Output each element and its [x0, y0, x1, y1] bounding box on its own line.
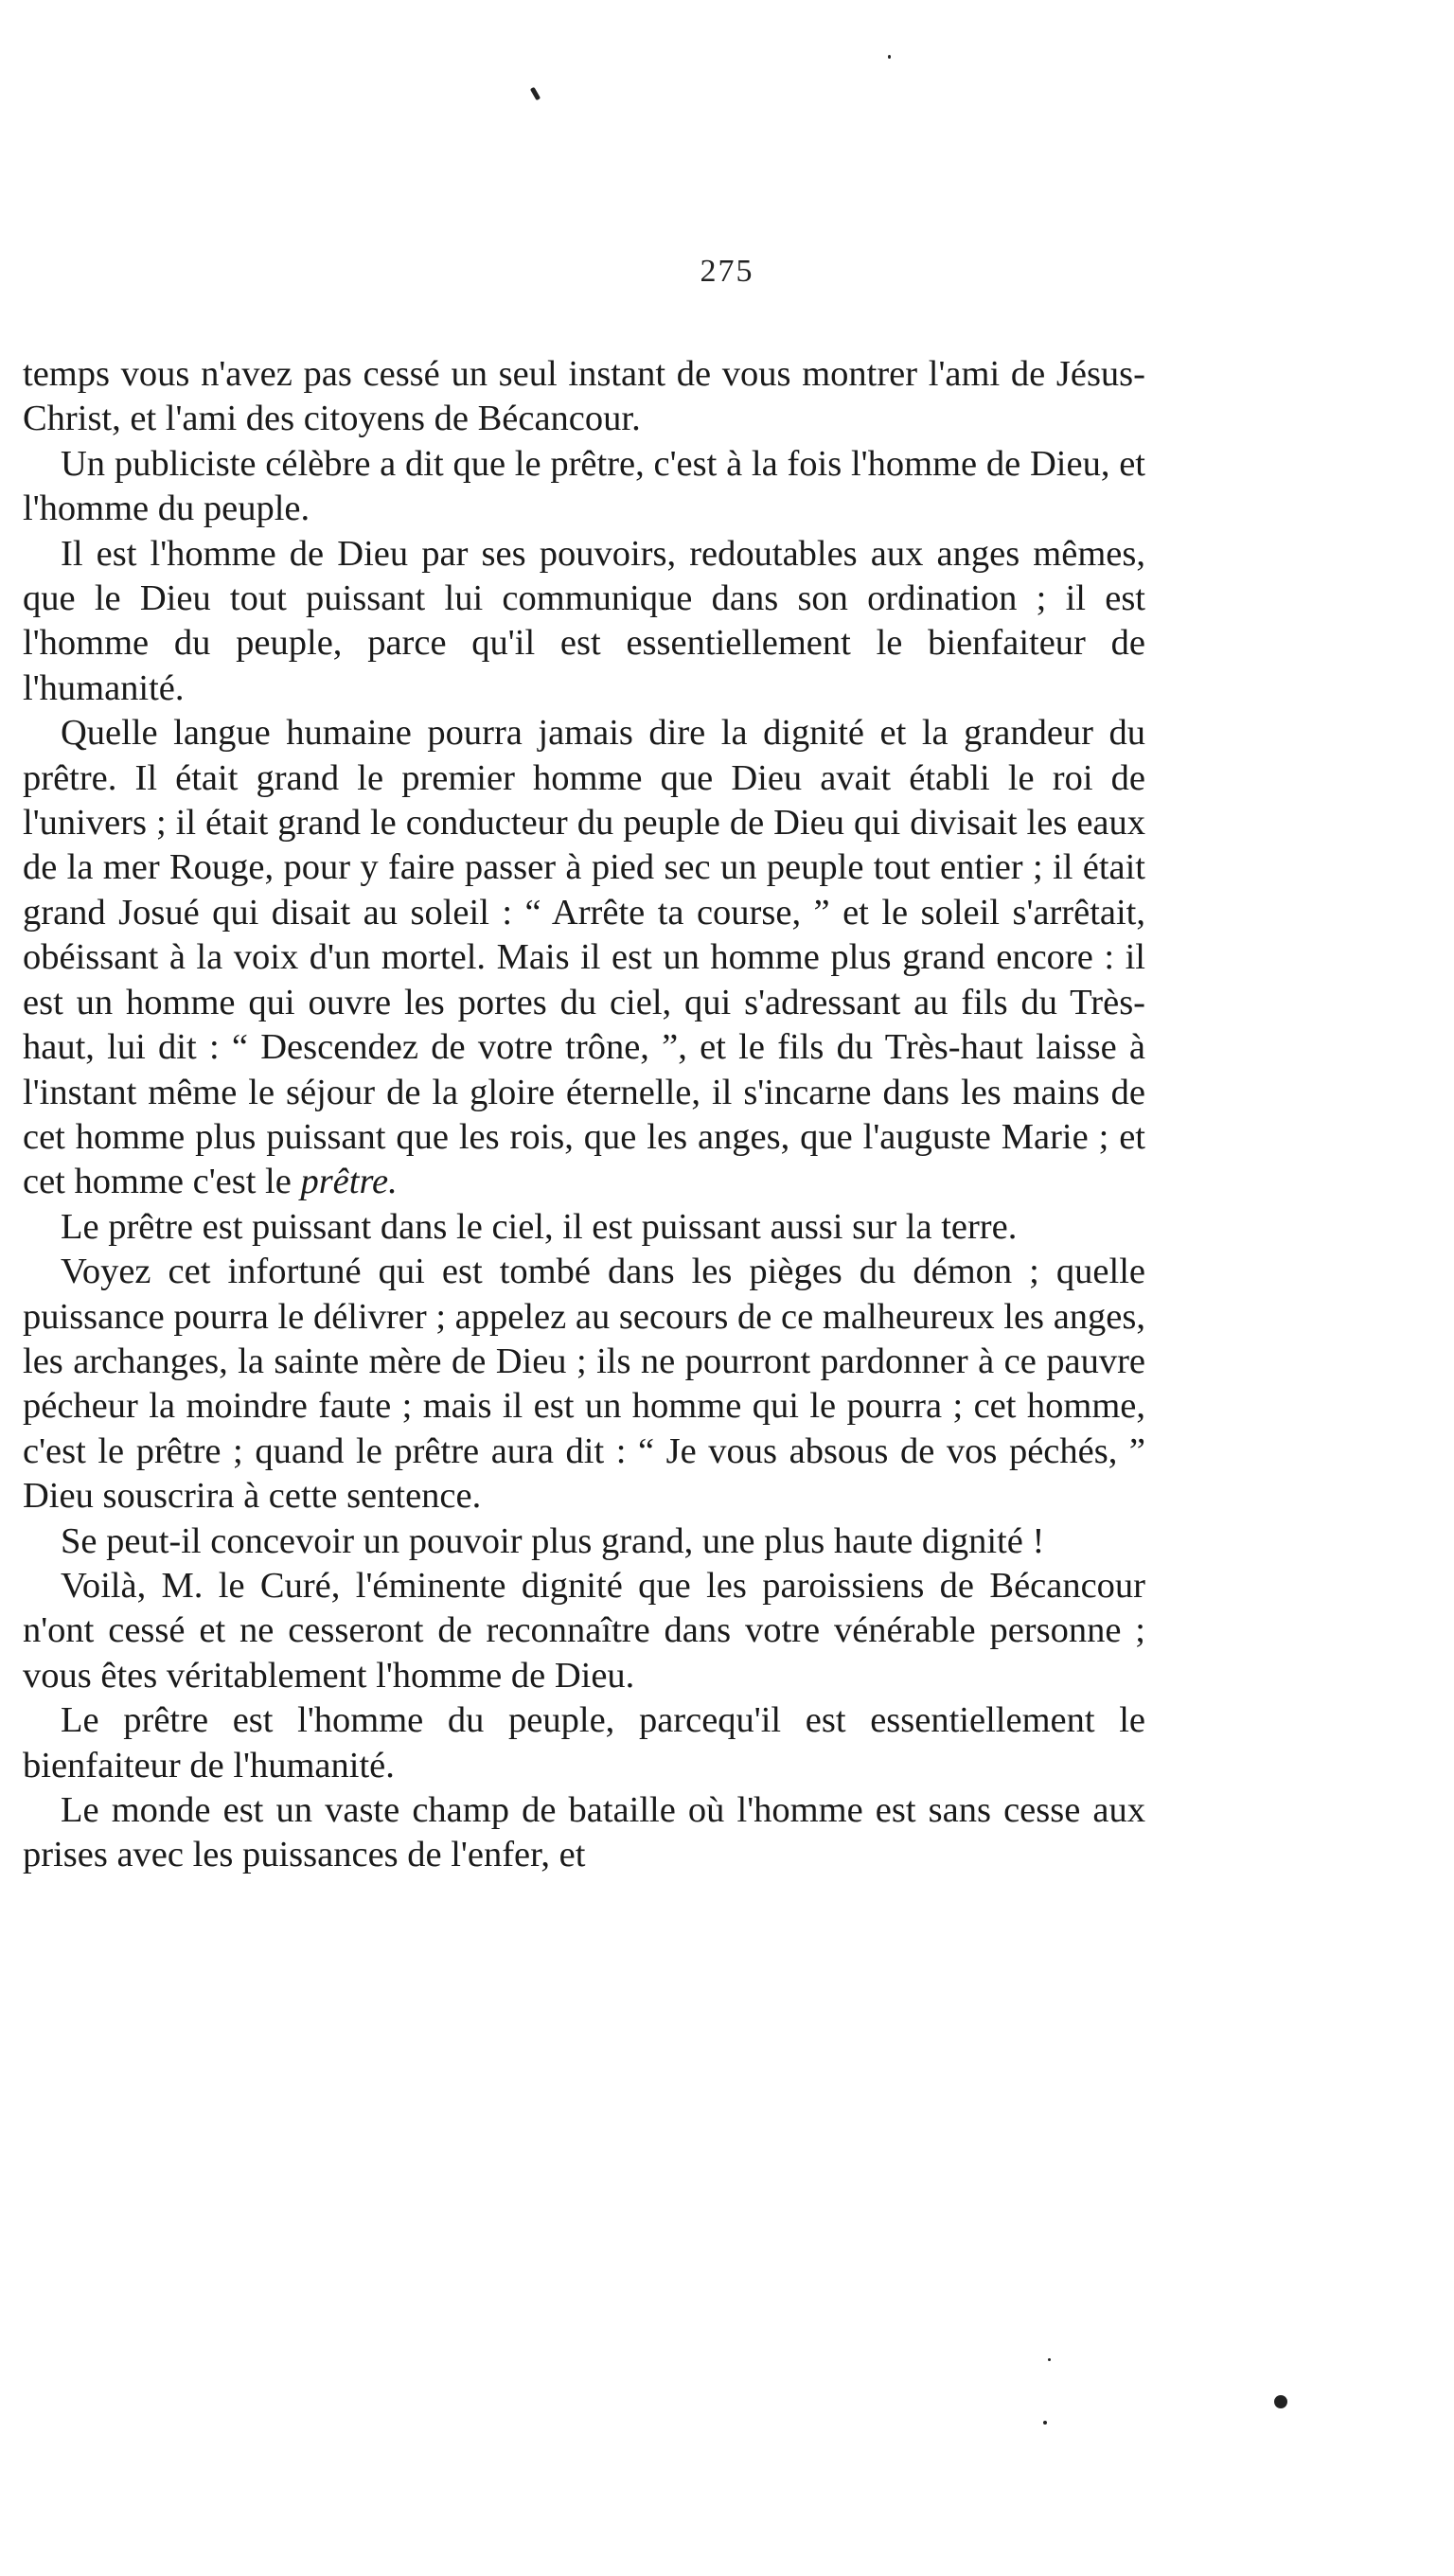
paragraph-grandeur-text: Quelle langue humaine pourra jamais dire la dignité et la grandeur du prêtre. Il était grand le premier homme que Dieu avait établi le roi de l'univers ; il était grand le conducteur du peuple de Dieu qui divisait les eaux de la mer Rouge, pour y faire passer à pied sec un peuple tout entier ; il était grand Josué qui disait au soleil : “ Arrête ta course, ” et le soleil s'arrêtait, obéissant à la voix d'un mortel. Mais il est un homme plus grand encore : il est un homme qui ouvre les portes du ciel, qui s'adressant au fils du Très-haut, lui dit : “ Descendez de votre trône, ”, et le fils du Très-haut laisse à l'instant même le séjour de la gloire éternelle, il s'incarne dans les mains de cet homme plus puissant que les rois, que les anges, que l'auguste Marie ; et cet homme c'est le: [23, 713, 1145, 1202]
paragraph-homme-du-peuple: Le prêtre est l'homme du peuple, parcequ'il est essentiellement le bienfaiteur de l'humanité.: [23, 1700, 1145, 1785]
emphasis-pretre: prêtre.: [300, 1162, 398, 1202]
ink-speck: [530, 87, 541, 101]
paragraph-continuation: temps vous n'avez pas cessé un seul instant de vous montrer l'ami de Jésus-Christ, et l'ami des citoyens de Bécancour.: [23, 354, 1145, 439]
paragraph-grandeur-du-pretre: [23, 711, 1145, 1204]
paragraph-publiciste: Un publiciste célèbre a dit que le prêtre, c'est à la fois l'homme de Dieu, et l'homme du peuple.: [23, 443, 1145, 529]
paragraph-infortune: Voyez cet infortuné qui est tombé dans les pièges du démon ; quelle puissance pourra le délivrer ; appelez au secours de ce malheureux les anges, les archanges, la sainte mère de Dieu ; ils ne pourront pardonner à ce pauvre pécheur la moindre faute ; mais il est un homme qui le pourra ; cet homme, c'est le prêtre ; quand le prêtre aura dit : “ Je vous absous de vos péchés, ” Dieu souscrira à cette sentence.: [23, 1252, 1145, 1517]
paragraph-homme-de-dieu: Il est l'homme de Dieu par ses pouvoirs, redoutables aux anges mêmes, que le Dieu tout puissant lui communique dans son ordination ; il est l'homme du peuple, parce qu'il est essentiellement le bienfaiteur de l'humanité.: [23, 533, 1145, 708]
paragraph-dignite: Se peut-il concevoir un pouvoir plus grand, une plus haute dignité !: [61, 1520, 1045, 1561]
paragraph-champ-de-bataille: Le monde est un vaste champ de bataille où l'homme est sans cesse aux prises avec les puissances de l'enfer, et: [23, 1790, 1145, 1875]
ink-speck: [888, 55, 891, 59]
page-number: 275: [700, 254, 754, 289]
ink-speck: [1048, 2358, 1051, 2361]
ink-speck: [1274, 2395, 1287, 2408]
ink-speck: [1043, 2421, 1047, 2425]
paragraph-puissant: Le prêtre est puissant dans le ciel, il est puissant aussi sur la terre.: [61, 1206, 1018, 1247]
body-text: [23, 352, 1145, 1878]
paragraph-voila: Voilà, M. le Curé, l'éminente dignité que les paroissiens de Bécancour n'ont cessé et ne cesseront de reconnaître dans votre vénérable personne ; vous êtes véritablement l'homme de Dieu.: [23, 1565, 1145, 1696]
